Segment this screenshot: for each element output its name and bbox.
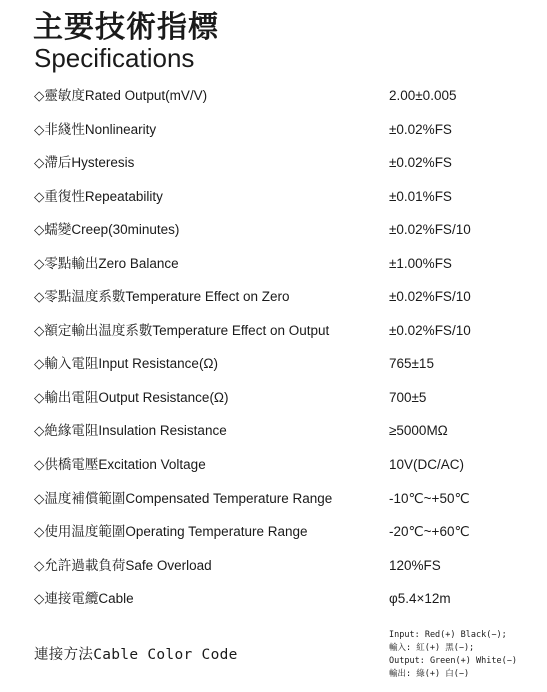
spec-value: ≥5000MΩ xyxy=(389,423,448,439)
spec-value: ±0.01%FS xyxy=(389,188,452,204)
cable-output-line-en: Output: Green(+) White(−) xyxy=(389,656,517,666)
cable-output-line-cn: 輸出: 綠(+) 白(−) xyxy=(389,669,470,679)
spec-row-input-resistance xyxy=(0,346,547,380)
page-title-english: Specifications xyxy=(34,43,195,73)
spec-label: ◇温度補償範圍Compensated Temperature Range xyxy=(34,490,333,506)
spec-value: φ5.4×12m xyxy=(389,591,451,607)
spec-row-insulation-resistance xyxy=(0,413,547,447)
spec-label: ◇輸出電阻Output Resistance(Ω) xyxy=(34,389,229,405)
spec-label: ◇供橋電壓Excitation Voltage xyxy=(34,457,206,473)
page-title-chinese: 主要技術指標 xyxy=(33,10,219,45)
spec-row-output-resistance xyxy=(0,380,547,414)
spec-label: ◇使用温度範圍Operating Temperature Range xyxy=(34,524,308,540)
cable-color-code-legend xyxy=(389,629,517,681)
spec-value: -20℃~+60℃ xyxy=(389,524,470,540)
spec-value: 765±15 xyxy=(389,356,434,372)
spec-row-hysteresis xyxy=(0,145,547,179)
cable-input-line-cn: 輸入: 紅(+) 黑(−); xyxy=(389,643,475,653)
spec-value: 120%FS xyxy=(389,557,441,573)
spec-value: ±0.02%FS/10 xyxy=(389,289,471,305)
spec-value: 700±5 xyxy=(389,389,427,405)
spec-value: ±0.02%FS/10 xyxy=(389,322,471,338)
spec-label: ◇滯后Hysteresis xyxy=(34,155,135,171)
spec-row-temp-effect-zero xyxy=(0,279,547,313)
spec-row-safe-overload xyxy=(0,548,547,582)
spec-row-creep xyxy=(0,212,547,246)
spec-row-rated-output xyxy=(0,78,547,112)
spec-label: ◇蠕變Creep(30minutes) xyxy=(34,222,180,238)
specifications-list xyxy=(0,78,547,615)
cable-input-line-en: Input: Red(+) Black(−); xyxy=(389,630,507,640)
spec-value: ±1.00%FS xyxy=(389,255,452,271)
spec-row-compensated-temp-range xyxy=(0,481,547,515)
spec-label: ◇零點温度系數Temperature Effect on Zero xyxy=(34,289,290,305)
spec-label: ◇輸入電阻Input Resistance(Ω) xyxy=(34,356,219,372)
spec-label: ◇連接電纜Cable xyxy=(34,591,134,607)
spec-label: ◇非綫性Nonlinearity xyxy=(34,121,157,137)
spec-label: ◇零點輸出Zero Balance xyxy=(34,255,179,271)
spec-value: ±0.02%FS xyxy=(389,121,452,137)
spec-label: ◇絶緣電阻Insulation Resistance xyxy=(34,423,227,439)
cable-color-code-title: 連接方法Cable Color Code xyxy=(34,647,238,663)
spec-label: ◇重復性Repeatability xyxy=(34,188,163,204)
spec-row-operating-temp-range xyxy=(0,514,547,548)
spec-value: ±0.02%FS xyxy=(389,155,452,171)
spec-row-repeatability xyxy=(0,179,547,213)
spec-row-zero-balance xyxy=(0,246,547,280)
spec-value: 2.00±0.005 xyxy=(389,88,457,103)
spec-value: 10V(DC/AC) xyxy=(389,457,465,473)
spec-label: ◇允許過載負荷Safe Overload xyxy=(34,557,212,573)
spec-row-excitation-voltage xyxy=(0,447,547,481)
spec-label: ◇額定輸出温度系數Temperature Effect on Output xyxy=(34,322,330,338)
spec-label: ◇靈敏度Rated Output(mV/V) xyxy=(34,88,208,103)
spec-row-cable xyxy=(0,581,547,615)
spec-value: -10℃~+50℃ xyxy=(389,490,470,506)
spec-row-nonlinearity xyxy=(0,112,547,146)
spec-value: ±0.02%FS/10 xyxy=(389,222,471,238)
spec-row-temp-effect-output xyxy=(0,313,547,347)
